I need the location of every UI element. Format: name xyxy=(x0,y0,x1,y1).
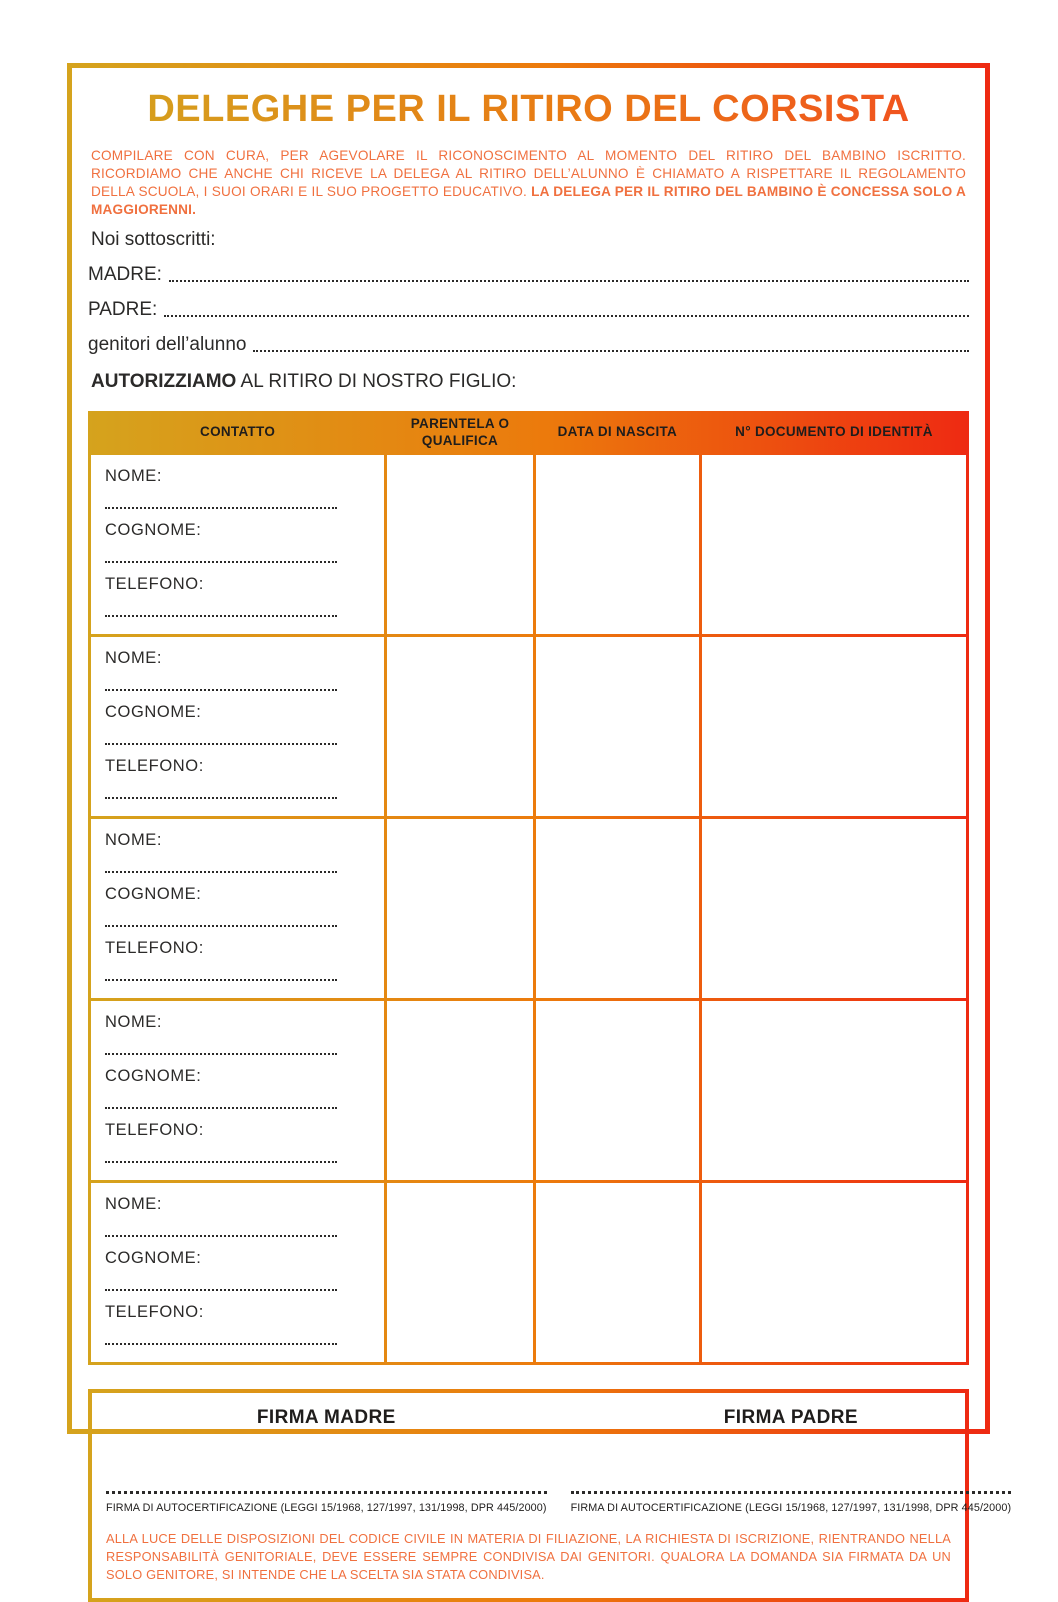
name-label: NOME: xyxy=(105,1194,163,1213)
name-label: NOME: xyxy=(105,648,163,667)
table-row-2-parentela-cell[interactable] xyxy=(387,637,533,816)
delegates-table xyxy=(88,411,969,1365)
name-label: NOME: xyxy=(105,1012,163,1031)
col-header-data-nascita: DATA DI NASCITA xyxy=(557,424,678,440)
child-line xyxy=(88,334,969,356)
phone-label: TELEFONO: xyxy=(105,574,204,593)
intro-text: COMPILARE CON CURA, PER AGEVOLARE IL RICONOSCIMENTO AL MOMENTO DEL RITIRO DEL BAMBINO ISCRITTO. RICORDIAMO CHE ANCHE CHI RICEVE LA DELEGA AL RITIRO DELL’ALUNNO È CHIAMATO A RISPETTARE IL REGOLAMENTO DELLA SCUOLA, I SUOI ORARI E IL SUO PROGETTO EDUCATIVO. xyxy=(91,148,966,199)
mother-signature-title: FIRMA MADRE xyxy=(256,1406,396,1428)
table-row-1-parentela-cell[interactable] xyxy=(387,455,533,634)
table-row-5-parentela-cell[interactable] xyxy=(387,1183,533,1362)
mother-fill-field[interactable] xyxy=(169,280,969,282)
table-row-3-documento-cell[interactable] xyxy=(702,819,966,998)
surname-label: COGNOME: xyxy=(105,884,202,903)
name-fill-field[interactable] xyxy=(105,1235,337,1237)
page-frame xyxy=(67,63,1012,1582)
authorize-line xyxy=(91,371,966,393)
phone-fill-field[interactable] xyxy=(105,1343,337,1345)
table-row-5-contact-cell xyxy=(91,1183,384,1362)
col-header-parentela: PARENTELA O QUALIFICA xyxy=(410,415,510,448)
table-row-2-contact-cell xyxy=(91,637,384,816)
father-fill-field[interactable] xyxy=(164,315,969,317)
signature-grid xyxy=(106,1406,1012,1514)
intro-paragraph xyxy=(91,147,966,219)
child-label: genitori dell’alunno xyxy=(88,333,247,355)
surname-fill-field[interactable] xyxy=(105,561,337,563)
mother-signature-column xyxy=(106,1407,547,1514)
table-row-3-contact-cell xyxy=(91,819,384,998)
name-fill-field[interactable] xyxy=(105,689,337,691)
mother-signature-caption: FIRMA DI AUTOCERTIFICAZIONE (LEGGI 15/1968, 127/1997, 131/1998, DPR 445/2000) xyxy=(106,1501,547,1514)
table-row-4-contact-cell xyxy=(91,1001,384,1180)
phone-label: TELEFONO: xyxy=(105,1120,204,1139)
mother-signature-field[interactable] xyxy=(106,1491,547,1494)
surname-label: COGNOME: xyxy=(105,1248,202,1267)
table-row-1-documento-cell[interactable] xyxy=(702,455,966,634)
table-row-3-data-nascita-cell[interactable] xyxy=(536,819,699,998)
table-row-1-data-nascita-cell[interactable] xyxy=(536,455,699,634)
signature-box xyxy=(88,1389,1012,1602)
phone-label: TELEFONO: xyxy=(105,756,204,775)
phone-fill-field[interactable] xyxy=(105,615,337,617)
page-title: DELEGHE PER IL RITIRO DEL CORSISTA xyxy=(88,88,969,131)
name-fill-field[interactable] xyxy=(105,871,337,873)
table-row-4-data-nascita-cell[interactable] xyxy=(536,1001,699,1180)
surname-label: COGNOME: xyxy=(105,520,202,539)
phone-fill-field[interactable] xyxy=(105,1161,337,1163)
surname-fill-field[interactable] xyxy=(105,743,337,745)
phone-label: TELEFONO: xyxy=(105,1302,204,1321)
child-fill-field[interactable] xyxy=(253,350,969,352)
father-signature-caption: FIRMA DI AUTOCERTIFICAZIONE (LEGGI 15/1968, 127/1997, 131/1998, DPR 445/2000) xyxy=(570,1501,1012,1514)
authorize-bold: AUTORIZZIAMO xyxy=(91,370,237,392)
mother-line xyxy=(88,264,969,286)
phone-fill-field[interactable] xyxy=(105,797,337,799)
name-label: NOME: xyxy=(105,830,163,849)
father-signature-title: FIRMA PADRE xyxy=(723,1406,858,1428)
table-row-4-parentela-cell[interactable] xyxy=(387,1001,533,1180)
col-header-documento: N° DOCUMENTO DI IDENTITÀ xyxy=(735,424,933,440)
name-fill-field[interactable] xyxy=(105,1053,337,1055)
table-row-3-parentela-cell[interactable] xyxy=(387,819,533,998)
surname-fill-field[interactable] xyxy=(105,1107,337,1109)
col-header-contatto: CONTATTO xyxy=(200,424,276,440)
surname-fill-field[interactable] xyxy=(105,1289,337,1291)
father-signature-field[interactable] xyxy=(571,1491,1012,1494)
table-row-2-data-nascita-cell[interactable] xyxy=(536,637,699,816)
authorize-rest: AL RITIRO DI NOSTRO FIGLIO: xyxy=(236,370,517,392)
table-row-4-documento-cell[interactable] xyxy=(702,1001,966,1180)
surname-label: COGNOME: xyxy=(105,1066,202,1085)
legal-note: ALLA LUCE DELLE DISPOSIZIONI DEL CODICE CIVILE IN MATERIA DI FILIAZIONE, LA RICHIESTA DI ISCRIZIONE, RIENTRANDO NELLA RESPONSABILITÀ GENITORIALE, DEVE ESSERE SEMPRE CONDIVISA DAI GENITORI. QUALORA LA DOMANDA SIA FIRMATA DA UN SOLO GENITORE, SI INTENDE CHE LA SCELTA SIA STATA CONDIVISA. xyxy=(106,1530,951,1582)
father-label: PADRE: xyxy=(88,298,158,320)
table-row-5-documento-cell[interactable] xyxy=(702,1183,966,1362)
table-row-2-documento-cell[interactable] xyxy=(702,637,966,816)
surname-fill-field[interactable] xyxy=(105,925,337,927)
subscribers-heading: Noi sottoscritti: xyxy=(91,228,216,250)
mother-label: MADRE: xyxy=(88,263,162,285)
phone-fill-field[interactable] xyxy=(105,979,337,981)
intro-text-bold: LA DELEGA PER IL RITIRO DEL BAMBINO È CONCESSA SOLO A MAGGIORENNI. xyxy=(91,183,967,217)
surname-label: COGNOME: xyxy=(105,702,202,721)
phone-label: TELEFONO: xyxy=(105,938,204,957)
father-line xyxy=(88,299,969,321)
table-row-1-contact-cell xyxy=(91,455,384,634)
table-row-5-data-nascita-cell[interactable] xyxy=(536,1183,699,1362)
father-signature-column xyxy=(571,1407,1012,1514)
name-label: NOME: xyxy=(105,466,163,485)
name-fill-field[interactable] xyxy=(105,507,337,509)
